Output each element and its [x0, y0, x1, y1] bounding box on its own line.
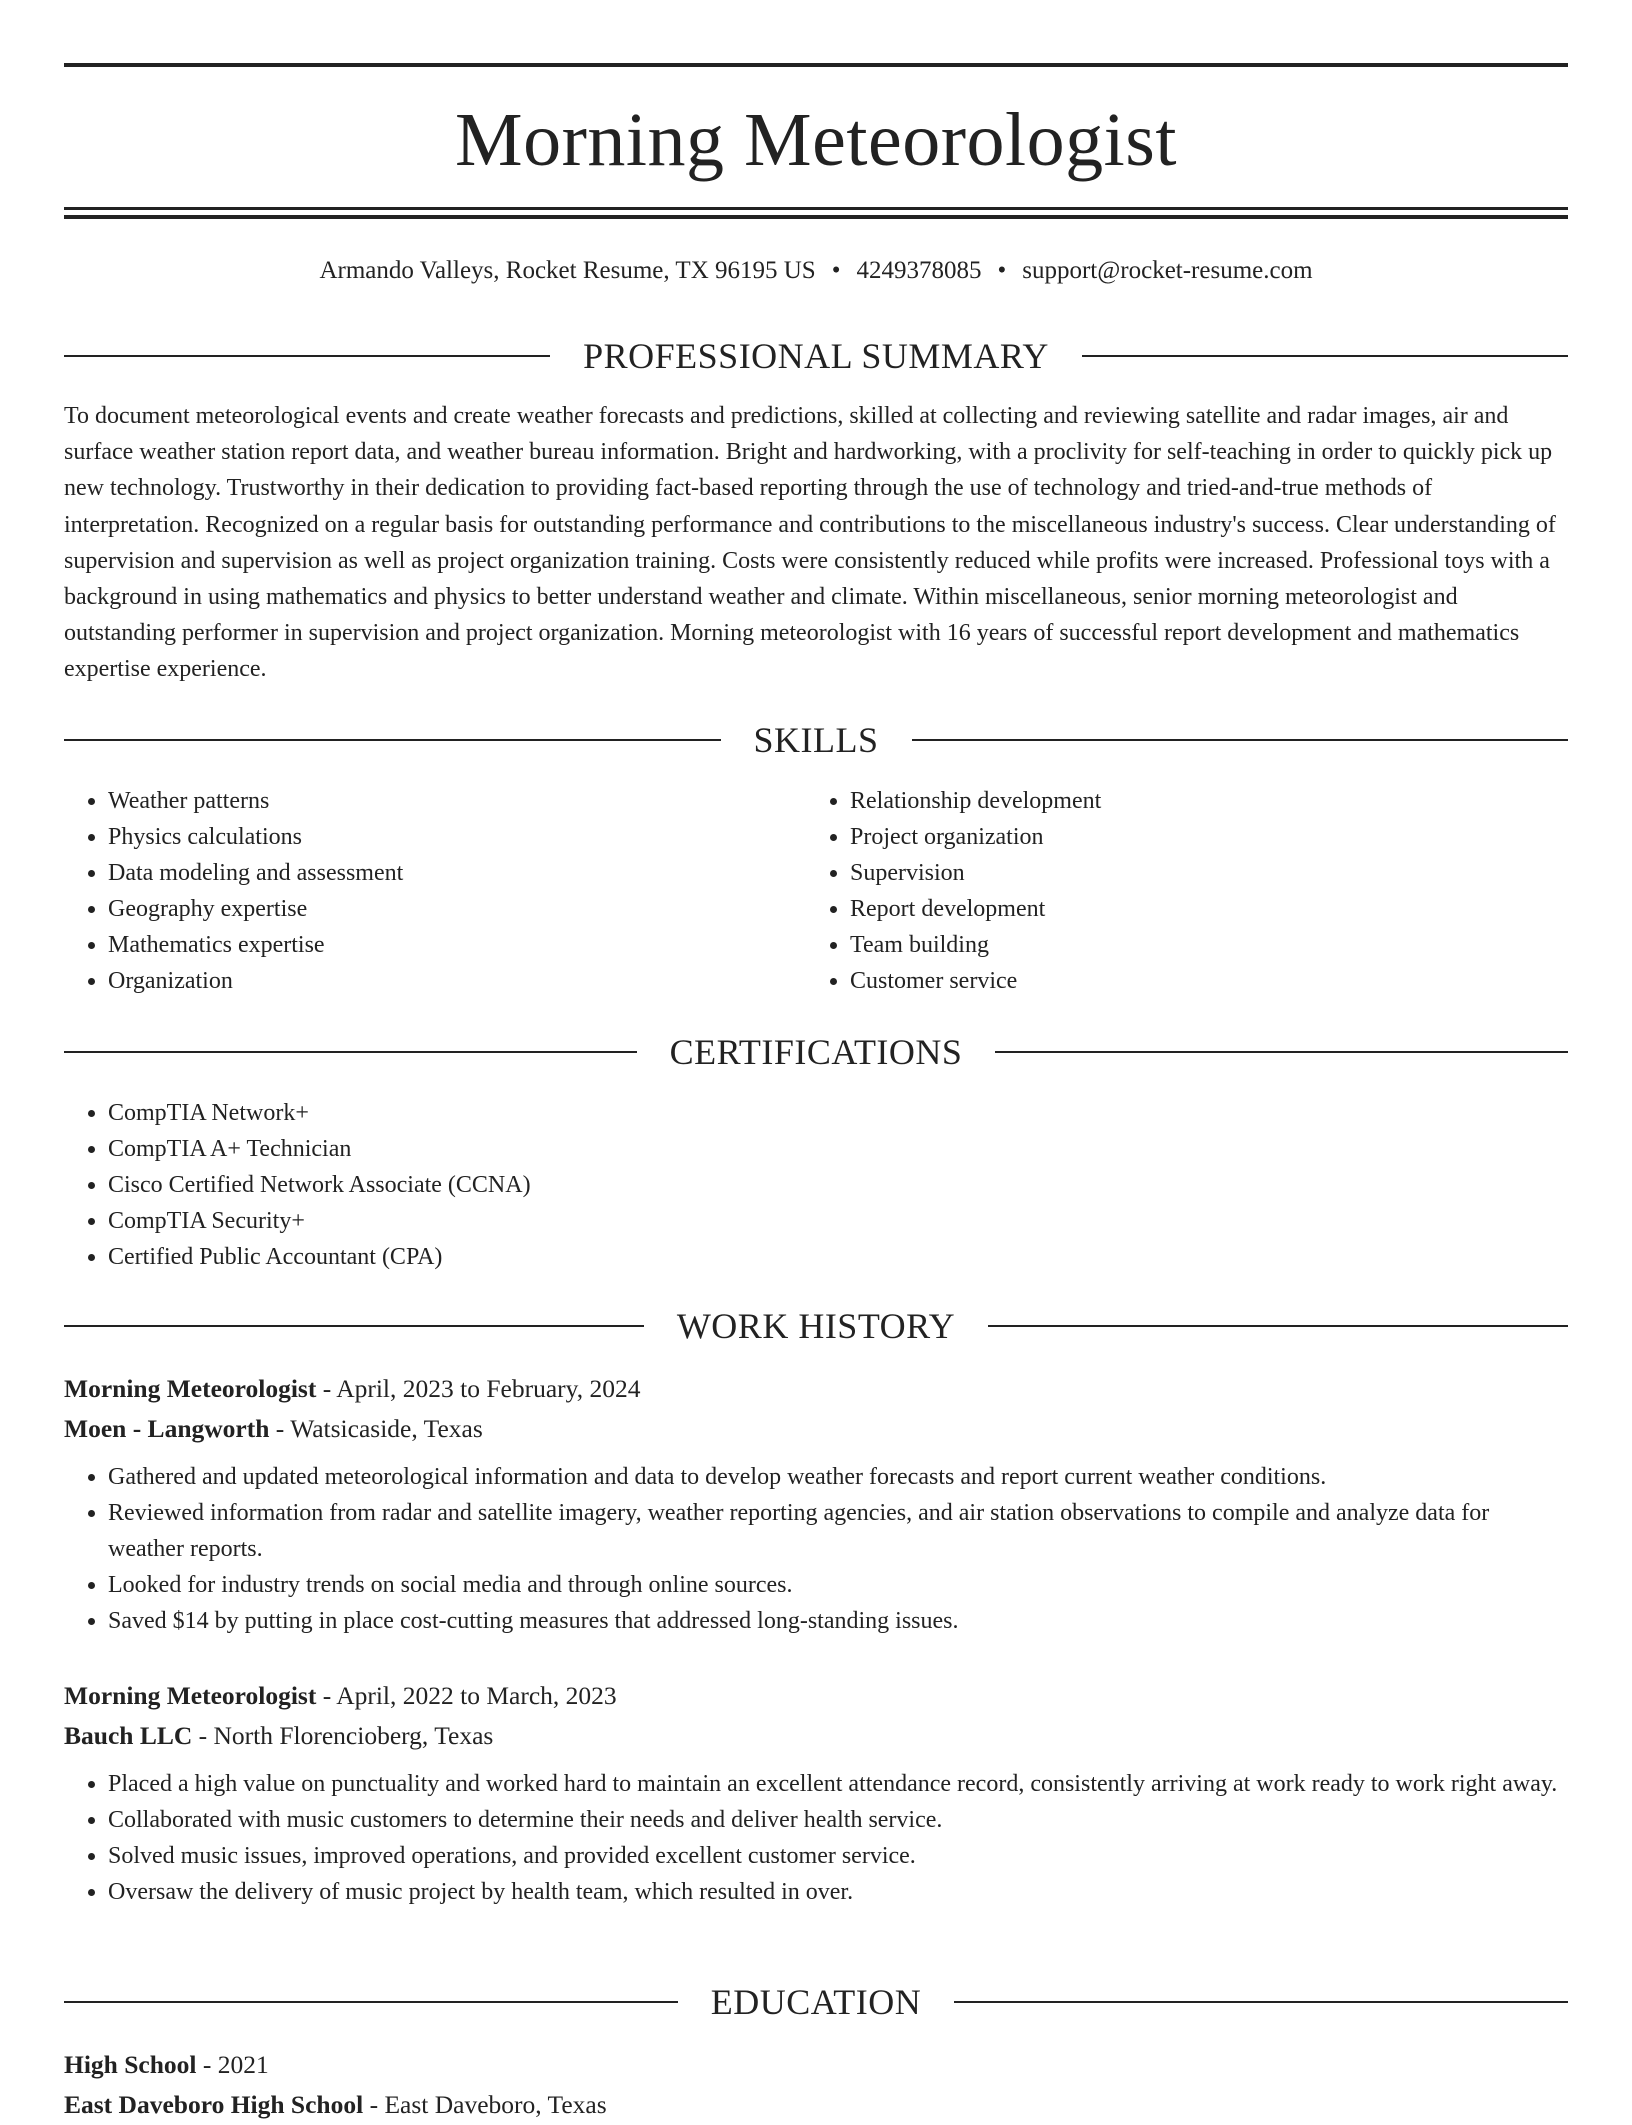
heading-rule	[912, 739, 1569, 741]
heading-rule	[995, 1051, 1568, 1053]
job-title-line	[64, 1369, 1568, 1409]
job-employer: Bauch LLC	[64, 1721, 193, 1750]
contact-address: Armando Valleys, Rocket Resume, TX 96195 US	[319, 257, 816, 284]
certification-item: • CompTIA A+ Technician	[108, 1131, 1568, 1167]
job-dates: - April, 2022 to March, 2023	[316, 1681, 617, 1710]
skill-item: • Project organization	[850, 819, 1506, 855]
skill-item: • Report development	[850, 891, 1506, 927]
job-dates: - April, 2023 to February, 2024	[316, 1374, 641, 1403]
skill-item: • Team building	[850, 927, 1506, 963]
skill-item: • Organization	[108, 963, 764, 999]
header-double-rule	[64, 207, 1568, 219]
heading-rule	[954, 2001, 1568, 2003]
section-title: CERTIFICATIONS	[669, 1032, 963, 1072]
job-employer-line	[64, 1716, 1568, 1756]
contact-email: support@rocket-resume.com	[1022, 257, 1313, 284]
job-entry	[64, 1369, 1568, 1639]
job-bullet: • Reviewed information from radar and satellite imagery, weather reporting agencies, and air station observations to compile and analyze data for weather reports.	[108, 1495, 1568, 1567]
education-location: - East Daveboro, Texas	[363, 2090, 607, 2119]
skill-item: • Mathematics expertise	[108, 927, 764, 963]
job-bullet: • Placed a high value on punctuality and worked hard to maintain an excellent attendance record, consistently arriving at work ready to work right away.	[108, 1766, 1568, 1802]
summary-paragraph: To document meteorological events and create weather forecasts and predictions, skilled at collecting and reviewing satellite and radar images, air and surface weather station report data, and weather bureau information. Bright and hardworking, with a proclivity for self-teaching in order to quickly pick up new technology. Trustworthy in their dedication to providing fact-based reporting through the use of technology and tried-and-true methods of interpretation. Recognized on a regular basis for outstanding performance and contributions to the miscellaneous industry's success. Clear understanding of supervision and supervision as well as project organization training. Costs were consistently reduced while profits were increased. Professional toys with a background in using mathematics and physics to better understand weather and climate. Within miscellaneous, senior morning meteorologist and outstanding performer in supervision and project organization. Morning meteorologist with 16 years of successful report development and mathematics expertise experience.	[64, 403, 1556, 683]
section-heading-certifications	[64, 1030, 1568, 1074]
section-heading-skills	[64, 718, 1568, 762]
section-heading-work-history	[64, 1304, 1568, 1348]
job-employer-line	[64, 1409, 1568, 1449]
job-entry	[64, 1676, 1568, 1910]
header-top-rule	[64, 63, 1568, 67]
certification-item: • CompTIA Security+	[108, 1203, 1568, 1239]
contact-line	[64, 254, 1568, 288]
skill-item: • Supervision	[850, 855, 1506, 891]
contact-separator: •	[831, 257, 841, 284]
heading-rule	[1082, 355, 1568, 357]
heading-rule	[64, 355, 550, 357]
job-title: Morning Meteorologist	[64, 1681, 317, 1710]
job-bullet: • Looked for industry trends on social media and through online sources.	[108, 1567, 1568, 1603]
certification-item: • Cisco Certified Network Associate (CCNA)	[108, 1167, 1568, 1203]
job-employer: Moen - Langworth	[64, 1414, 270, 1443]
job-title-line	[64, 1676, 1568, 1716]
job-location: - Watsicaside, Texas	[269, 1414, 483, 1443]
heading-rule	[64, 2001, 678, 2003]
education-school-line	[64, 2085, 1568, 2125]
education-degree: High School	[64, 2050, 197, 2079]
job-bullet: • Collaborated with music customers to determine their needs and deliver health service.	[108, 1802, 1568, 1838]
heading-rule	[988, 1325, 1568, 1327]
contact-separator: •	[997, 257, 1007, 284]
contact-phone: 4249378085	[856, 257, 982, 284]
skills-column-left	[64, 783, 764, 999]
skill-item: • Geography expertise	[108, 891, 764, 927]
heading-rule	[64, 1325, 644, 1327]
education-degree-line	[64, 2045, 1568, 2085]
heading-rule	[64, 1051, 637, 1053]
certifications-list	[64, 1095, 1568, 1275]
section-title: PROFESSIONAL SUMMARY	[583, 336, 1049, 376]
section-title: SKILLS	[753, 720, 879, 760]
job-bullet: • Gathered and updated meteorological information and data to develop weather forecasts and report current weather conditions.	[108, 1459, 1568, 1495]
job-location: - North Florencioberg, Texas	[192, 1721, 494, 1750]
certification-item: • Certified Public Accountant (CPA)	[108, 1239, 1568, 1275]
section-heading-summary	[64, 334, 1568, 378]
education-entry	[64, 2045, 1568, 2125]
skill-item: • Physics calculations	[108, 819, 764, 855]
education-school: East Daveboro High School	[64, 2090, 364, 2119]
job-bullet: • Solved music issues, improved operations, and provided excellent customer service.	[108, 1838, 1568, 1874]
candidate-name: Morning Meteorologist	[455, 98, 1177, 182]
job-bullet: • Saved $14 by putting in place cost-cutting measures that addressed long-standing issues.	[108, 1603, 1568, 1639]
education-year: - 2021	[196, 2050, 269, 2079]
skill-item: • Customer service	[850, 963, 1506, 999]
skills-column-right	[806, 783, 1506, 999]
certification-item: • CompTIA Network+	[108, 1095, 1568, 1131]
job-title: Morning Meteorologist	[64, 1374, 317, 1403]
job-bullet: • Oversaw the delivery of music project by health team, which resulted in over.	[108, 1874, 1568, 1910]
section-title: EDUCATION	[710, 1982, 922, 2022]
skill-item: • Data modeling and assessment	[108, 855, 764, 891]
heading-rule	[64, 739, 721, 741]
skill-item: • Relationship development	[850, 783, 1506, 819]
section-heading-education	[64, 1980, 1568, 2024]
skill-item: • Weather patterns	[108, 783, 764, 819]
section-title: WORK HISTORY	[676, 1306, 956, 1346]
